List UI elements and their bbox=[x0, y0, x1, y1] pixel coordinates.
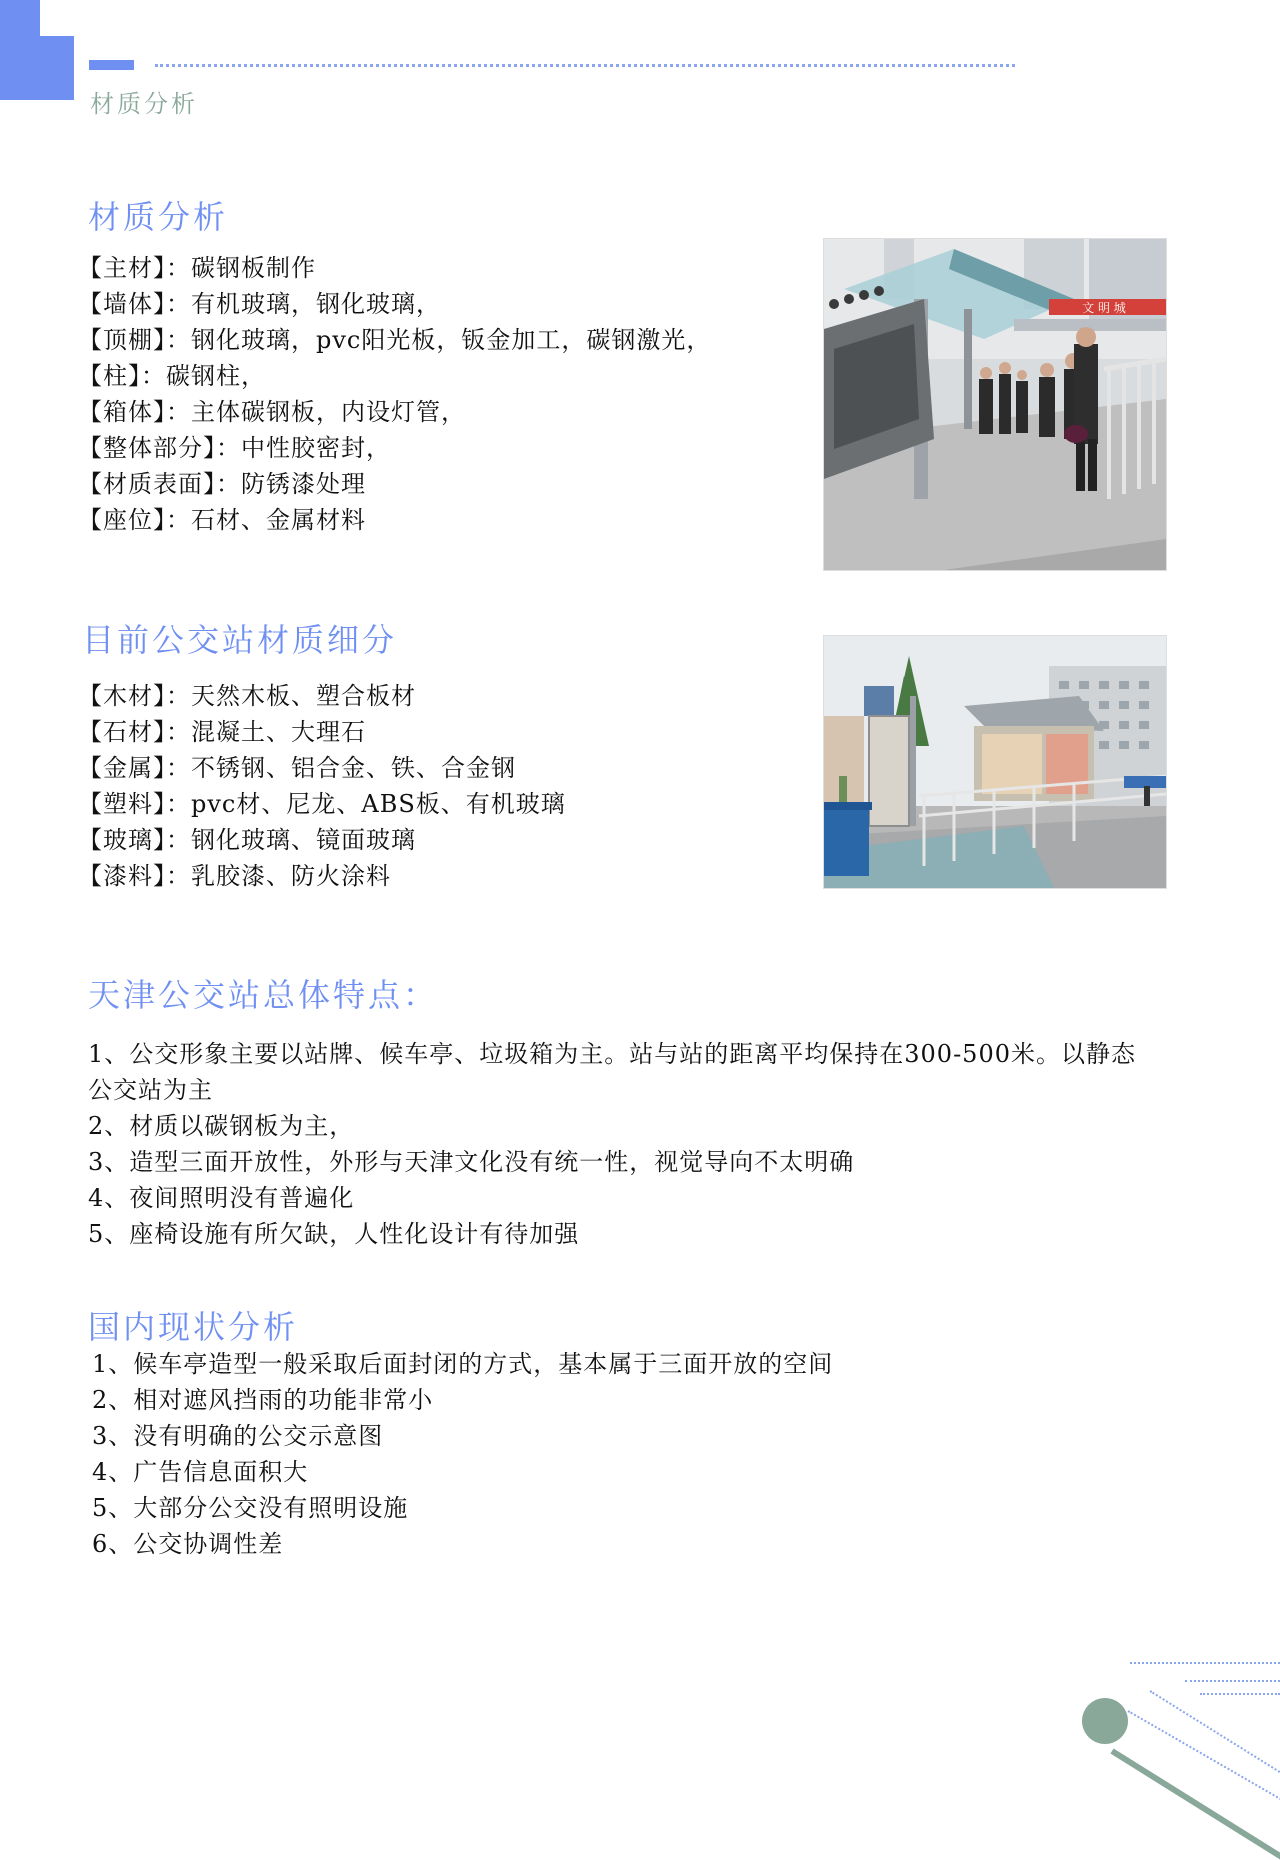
footer-dotted-diagonal bbox=[1149, 1690, 1280, 1787]
list-item: 【箱体】：主体碳钢板，内设灯管， bbox=[78, 394, 711, 430]
list-item: 【墙体】：有机玻璃，钢化玻璃， bbox=[78, 286, 711, 322]
list-item: 5、座椅设施有所欠缺，人性化设计有待加强 bbox=[88, 1216, 1136, 1252]
list-item: 【座位】：石材、金属材料 bbox=[78, 502, 711, 538]
header-label: 材质分析 bbox=[90, 84, 198, 119]
list-item: 【漆料】：乳胶漆、防火涂料 bbox=[78, 858, 566, 894]
footer-dotted-rule bbox=[1130, 1662, 1280, 1664]
list-item: 1、候车亭造型一般采取后面封闭的方式，基本属于三面开放的空间 bbox=[92, 1346, 833, 1382]
list-item: 【顶棚】：钢化玻璃，pvc阳光板，钣金加工，碳钢激光， bbox=[78, 322, 711, 358]
list-item: 2、材质以碳钢板为主， bbox=[88, 1108, 1136, 1144]
list-item: 【整体部分】：中性胶密封， bbox=[78, 430, 711, 466]
bus-shelter-photo-1 bbox=[823, 238, 1167, 571]
list-item: 4、广告信息面积大 bbox=[92, 1454, 833, 1490]
footer-accent-line bbox=[1110, 1748, 1280, 1859]
list-item: 【柱】：碳钢柱， bbox=[78, 358, 711, 394]
list-item: 5、大部分公交没有照明设施 bbox=[92, 1490, 833, 1526]
list-item: 【金属】：不锈钢、铝合金、铁、合金钢 bbox=[78, 750, 566, 786]
section-title-material-breakdown: 目前公交站材质细分 bbox=[82, 615, 397, 661]
list-item: 【玻璃】：钢化玻璃、镜面玻璃 bbox=[78, 822, 566, 858]
list-item: 6、公交协调性差 bbox=[92, 1526, 833, 1562]
section-title-domestic-status: 国内现状分析 bbox=[88, 1302, 298, 1348]
footer-dotted-rule bbox=[1185, 1680, 1280, 1682]
footer-circle-decoration bbox=[1082, 1698, 1128, 1744]
list-item: 公交站为主 bbox=[88, 1072, 1136, 1108]
section-title-material-analysis: 材质分析 bbox=[88, 192, 228, 238]
list-item: 1、公交形象主要以站牌、候车亭、垃圾箱为主。站与站的距离平均保持在300-500米。以静态 bbox=[88, 1036, 1136, 1072]
tianjin-features-list bbox=[88, 1036, 1136, 1252]
header-accent-bar bbox=[89, 60, 134, 70]
material-breakdown-list bbox=[78, 678, 566, 894]
list-item: 2、相对遮风挡雨的功能非常小 bbox=[92, 1382, 833, 1418]
section-title-tianjin-features: 天津公交站总体特点： bbox=[88, 970, 438, 1016]
photo-sign-text: 文 明 城 bbox=[1082, 301, 1126, 315]
domestic-status-list bbox=[92, 1346, 833, 1562]
corner-decoration bbox=[0, 0, 40, 100]
list-item: 【石材】：混凝土、大理石 bbox=[78, 714, 566, 750]
corner-decoration-step bbox=[40, 36, 74, 100]
footer-dotted-rule bbox=[1200, 1693, 1280, 1695]
list-item: 【材质表面】：防锈漆处理 bbox=[78, 466, 711, 502]
list-item: 【主材】：碳钢板制作 bbox=[78, 250, 711, 286]
material-list bbox=[78, 250, 711, 538]
header-dotted-rule bbox=[155, 64, 1015, 67]
bus-stop-photo-2 bbox=[823, 635, 1167, 889]
list-item: 3、造型三面开放性，外形与天津文化没有统一性，视觉导向不太明确 bbox=[88, 1144, 1136, 1180]
list-item: 4、夜间照明没有普遍化 bbox=[88, 1180, 1136, 1216]
list-item: 3、没有明确的公交示意图 bbox=[92, 1418, 833, 1454]
list-item: 【塑料】：pvc材、尼龙、ABS板、有机玻璃 bbox=[78, 786, 566, 822]
list-item: 【木材】：天然木板、塑合板材 bbox=[78, 678, 566, 714]
